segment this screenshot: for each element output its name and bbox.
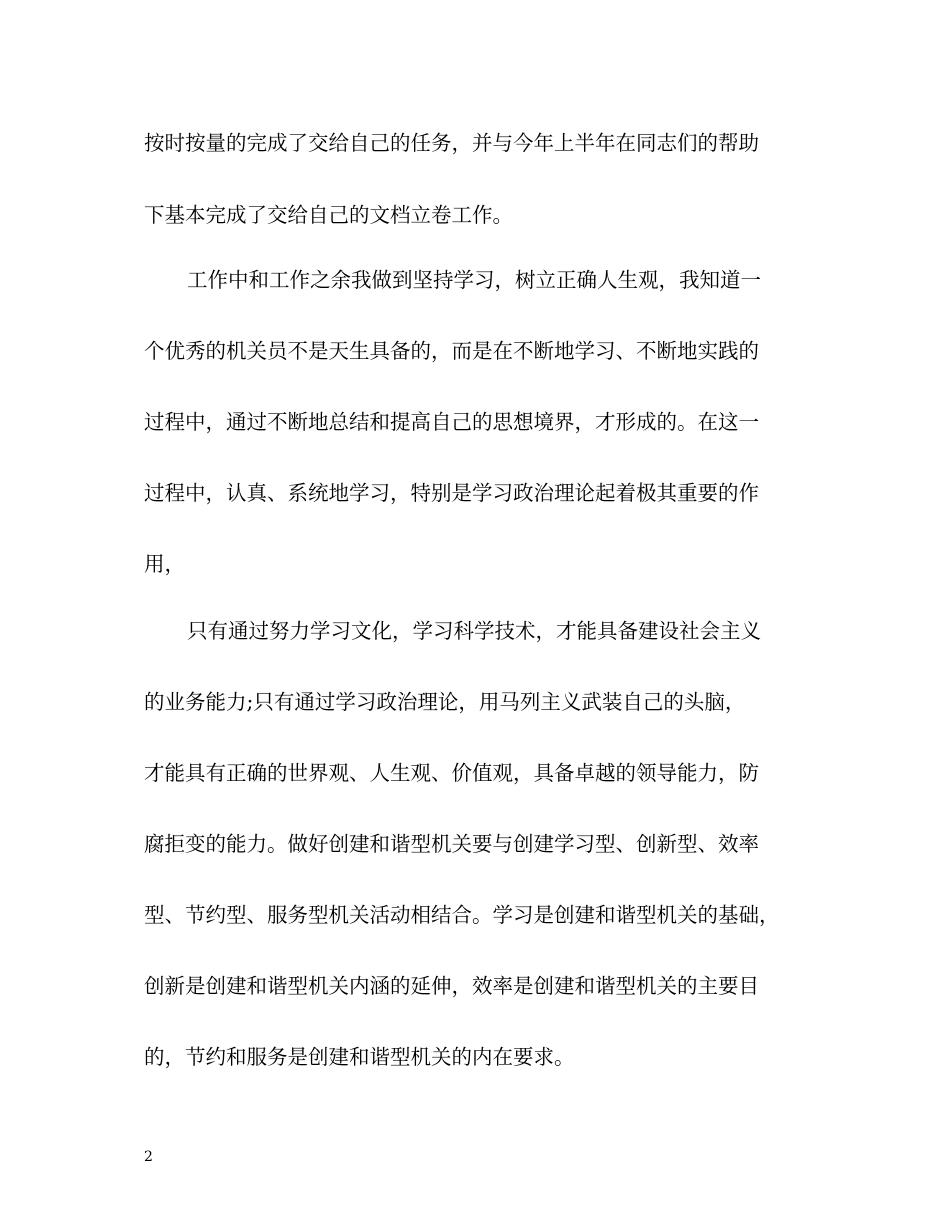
text-line: 按时按量的完成了交给自己的任务，并与今年上半年在同志们的帮助 bbox=[144, 131, 759, 155]
text-line: 个优秀的机关员不是天生具备的，而是在不断地学习、不断地实践的 bbox=[144, 339, 759, 363]
text-line: 才能具有正确的世界观、人生观、价值观，具备卓越的领导能力，防 bbox=[144, 761, 759, 785]
page-number: 2 bbox=[144, 1149, 153, 1165]
text-line: 的业务能力;只有通过学习政治理论，用马列主义武装自己的头脑， bbox=[144, 690, 746, 714]
paragraph-first-line: 只有通过努力学习文化，学习科学技术，才能具备建设社会主义 bbox=[187, 619, 761, 643]
text-line: 型、节约型、服务型机关活动相结合。学习是创建和谐型机关的基础， bbox=[144, 903, 780, 927]
text-line: 创新是创建和谐型机关内涵的延伸，效率是创建和谐型机关的主要目 bbox=[144, 974, 759, 998]
text-line: 的，节约和服务是创建和谐型机关的内在要求。 bbox=[144, 1045, 575, 1069]
text-line: 腐拒变的能力。做好创建和谐型机关要与创建学习型、创新型、效率 bbox=[144, 832, 759, 856]
text-line: 用， bbox=[144, 552, 185, 576]
text-line: 过程中，认真、系统地学习，特别是学习政治理论起着极其重要的作 bbox=[144, 481, 759, 505]
text-line: 过程中，通过不断地总结和提高自己的思想境界，才形成的。在这一 bbox=[144, 410, 759, 434]
text-line: 下基本完成了交给自己的文档立卷工作。 bbox=[144, 203, 513, 227]
paragraph-first-line: 工作中和工作之余我做到坚持学习，树立正确人生观，我知道一 bbox=[187, 268, 761, 292]
